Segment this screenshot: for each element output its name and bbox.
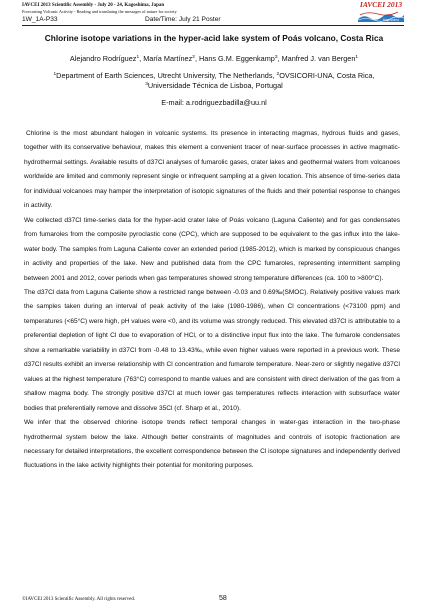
affiliation-ovsicori: OVSICORI-UNA, Costa Rica, — [279, 71, 375, 80]
abstract-body — [24, 127, 400, 474]
abstract-code: 1W_1A-P33 — [22, 16, 58, 23]
paragraph: We infer that the observed chlorine isotope trends reflect temporal changes in water-gas interaction in the two-phase hydrothermal system below the lake. Although better constraints of magnitudes and controls of isotopic fractionation are necessary for detailed interpretations, the excellent correspondence between the Cl isotope signatures and independently derived fluctuations in the lake activity highlights their potential for monitoring purposes. — [24, 419, 400, 470]
affiliations — [10, 71, 418, 90]
page-number: 58 — [219, 595, 227, 602]
author-affiliation-mark: 1 — [136, 55, 140, 60]
author-affiliation-mark: 3 — [274, 55, 278, 60]
affiliation-mark: 2 — [276, 72, 280, 77]
affiliation-utrecht: Department of Earth Sciences, Utrecht University, The Netherlands, — [56, 71, 277, 80]
affiliation-mark: 1 — [53, 72, 57, 77]
logo-subtext: Kagoshima — [383, 18, 399, 22]
logo-text: IAVCEI 2013 — [359, 0, 403, 9]
iavcei-logo — [356, 1, 406, 23]
date-time: Date/Time: July 21 Poster — [145, 16, 221, 23]
author-affiliation-mark: 2 — [192, 55, 195, 60]
conference-theme: Forecasting Volcanic Activity - Reading and translating the messages of nature for society — [22, 9, 177, 14]
wave-icon — [358, 10, 404, 22]
paragraph: The d37Cl data from Laguna Caliente show a restricted range between -0.03 and 0.69‰(SMOC). Relatively positive values mark the samples taken during an interval of peak activity of the lake (1980-1986), when Cl concentrations (<73100 ppm) and temperatures (<65°C) were high, pH values were <0, and its volume was strongly reduced. This elevated d37Cl is attributable to a preferential depletion of light Cl due to evaporation of HCl, or to a distinctive input flux into the lake. The fumarole condensates show a remarkable variability in d37Cl from -0.48 to 13.43‰, while even higher values were reported in a previous work. These d37Cl results exhibit an inverse relationship with Cl concentration and fumarole temperature. Near-zero or slightly negative d37Cl values at the highest temperature (763°C) correspond to mantle values and are consistent with direct derivation of the gas from a shallow magma body. The strongly positive d37Cl at much lower gas temperatures reflects interaction with subsurface water bodies that preferentially remove and dissolve 35Cl (cf. Sharp et al., 2010). — [24, 288, 400, 412]
author-name: Manfred J. van Bergen — [281, 54, 356, 63]
copyright-notice: ©IAVCEI 2013 Scientific Assembly. All rights reserved. — [22, 597, 136, 602]
contact-email: E-mail: a.rodriguezbadilla@uu.nl — [161, 98, 267, 107]
author-list: Alejandro Rodríguez$^1$, María Martínez$^2$, Hans G.M. Eggenkamp$^3$, Manfred J. van Bergen$^1$ — [69, 54, 359, 63]
author-name: María Martínez — [143, 54, 193, 63]
affiliation-lisboa: Universidade Técnica de Lisboa, Portugal — [147, 80, 283, 90]
author-name: Alejandro Rodríguez — [69, 54, 137, 63]
author-affiliation-mark: 1 — [355, 55, 359, 60]
abstract-title: Chlorine isotope variations in the hyper-acid lake system of Poás volcano, Costa Rica — [44, 33, 384, 43]
header-divider — [22, 25, 404, 26]
affiliation-mark: 3 — [145, 81, 148, 87]
paragraph: We collected d37Cl time-series data for the hyper-acid crater lake of Poás volcano (Laguna Caliente) and for gas condensates from fumaroles from the composite pyroclastic cone (CPC), which are supposed to be equivalent to the gas influx into the lake-water body. The samples from Laguna Caliente cover an extended period (1985-2012), which is marked by conspicuous changes in activity and properties of the lake. New and published data from the CPC fumaroles, representing intermittent sampling between 2001 and 2012, cover periods when gas temperatures showed strong temperature differences (ca. 100 to >800°C). — [24, 216, 400, 282]
conference-name: IAVCEI 2013 Scientific Assembly - July 20 - 24, Kagoshima, Japan — [22, 3, 165, 8]
paragraph: Chlorine is the most abundant halogen in volcanic systems. Its presence in interacting magmas, hydrous fluids and gases, together with its conservative behaviour, makes this element a convenient tracer of near-surface processes in active magmatic-hydrothermal settings. Available results of d37Cl analyses of fumarolic gases, crater lakes and geothermal waters from volcanoes worldwide are limited and commonly represent single or infrequent sampling at a given location. This absence of time-series data for individual volcanoes may hamper the interpretation of isotopic signatures of the fluids and their potential response to changes in activity. — [24, 130, 400, 210]
author-name: Hans G.M. Eggenkamp — [199, 54, 275, 63]
